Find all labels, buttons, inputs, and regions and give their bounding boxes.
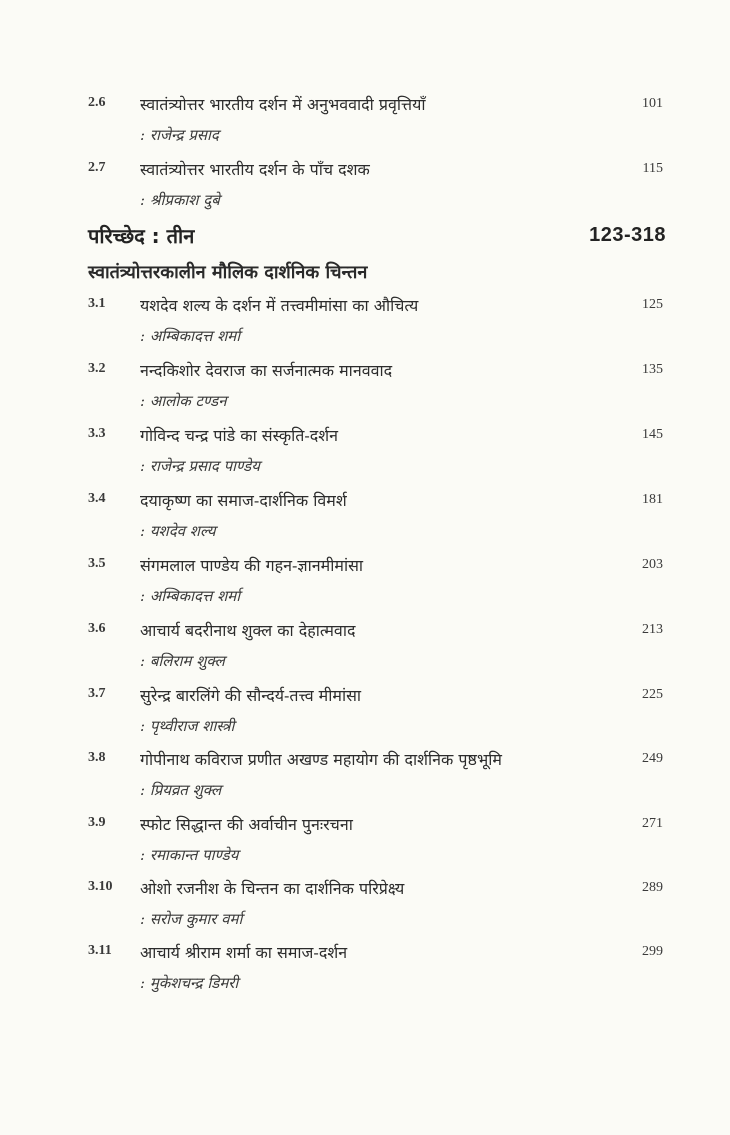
- entry-author: : रमाकान्त पाण्डेय: [140, 846, 239, 864]
- entry-number: 3.9: [88, 815, 106, 830]
- entry-title: संगमलाल पाण्डेय की गहन-ज्ञानमीमांसा: [140, 556, 364, 575]
- entry-author: : बलिराम शुक्ल: [140, 652, 225, 670]
- entry-title: यशदेव शल्य के दर्शन में तत्त्वमीमांसा का औचित्य: [140, 296, 419, 315]
- section-subtitle: स्वातंत्र्योत्तरकालीन मौलिक दार्शनिक चिन्तन: [88, 262, 368, 283]
- entry-title: नन्दकिशोर देवराज का सर्जनात्मक मानववाद: [140, 361, 393, 380]
- entry-author: : मुकेशचन्द्र डिमरी: [140, 974, 239, 992]
- entry-number: 3.8: [88, 750, 106, 765]
- entry-number: 3.3: [88, 426, 106, 441]
- entry-number: 3.4: [88, 491, 106, 506]
- entry-page: 225: [642, 687, 663, 702]
- entry-author: : यशदेव शल्य: [140, 522, 216, 540]
- entry-number: 3.5: [88, 556, 106, 571]
- entry-author: : राजेन्द्र प्रसाद: [140, 126, 219, 144]
- entry-author: : प्रियव्रत शुक्ल: [140, 781, 222, 799]
- entry-title: स्वातंत्र्योत्तर भारतीय दर्शन में अनुभववादी प्रवृत्तियाँ: [140, 95, 426, 114]
- entry-title: आचार्य श्रीराम शर्मा का समाज-दर्शन: [140, 943, 348, 962]
- entry-page: 249: [642, 751, 663, 766]
- entry-page: 289: [642, 880, 663, 895]
- entry-page: 181: [642, 492, 663, 507]
- entry-number: 2.7: [88, 160, 106, 175]
- entry-title: गोविन्द चन्द्र पांडे का संस्कृति-दर्शन: [140, 426, 339, 445]
- entry-number: 2.6: [88, 95, 106, 110]
- entry-author: : अम्बिकादत्त शर्मा: [140, 327, 241, 345]
- entry-page: 213: [642, 622, 663, 637]
- entry-page: 145: [642, 427, 663, 442]
- entry-author: : श्रीप्रकाश दुबे: [140, 191, 220, 209]
- entry-author: : सरोज कुमार वर्मा: [140, 910, 243, 928]
- entry-page: 125: [642, 297, 663, 312]
- entry-number: 3.1: [88, 296, 106, 311]
- entry-number: 3.2: [88, 361, 106, 376]
- entry-title: आचार्य बदरीनाथ शुक्ल का देहात्मवाद: [140, 621, 356, 640]
- entry-title: स्वातंत्र्योत्तर भारतीय दर्शन के पाँच दशक: [140, 160, 370, 179]
- entry-title: दयाकृष्ण का समाज-दार्शनिक विमर्श: [140, 491, 347, 510]
- section-title: परिच्छेद : तीन: [88, 224, 195, 248]
- entry-page: 271: [642, 816, 663, 831]
- entry-author: : पृथ्वीराज शास्त्री: [140, 717, 235, 735]
- entry-page: 299: [642, 944, 663, 959]
- entry-page: 115: [642, 161, 663, 176]
- entry-number: 3.6: [88, 621, 106, 636]
- entry-page: 135: [642, 362, 663, 377]
- entry-title: ओशो रजनीश के चिन्तन का दार्शनिक परिप्रेक्ष्य: [140, 879, 405, 898]
- entry-number: 3.11: [88, 943, 112, 958]
- entry-number: 3.10: [88, 879, 113, 894]
- entry-author: : राजेन्द्र प्रसाद पाण्डेय: [140, 457, 260, 475]
- section-page-range: 123-318: [589, 224, 666, 246]
- entry-author: : अम्बिकादत्त शर्मा: [140, 587, 241, 605]
- entry-author: : आलोक टण्डन: [140, 392, 227, 410]
- entry-title: स्फोट सिद्धान्त की अर्वाचीन पुनःरचना: [140, 815, 353, 834]
- entry-title: गोपीनाथ कविराज प्रणीत अखण्ड महायोग की दार्शनिक पृष्ठभूमि: [140, 750, 502, 769]
- entry-page: 203: [642, 557, 663, 572]
- entry-title: सुरेन्द्र बारलिंगे की सौन्दर्य-तत्त्व मीमांसा: [140, 686, 362, 705]
- entry-number: 3.7: [88, 686, 106, 701]
- entry-page: 101: [642, 96, 663, 111]
